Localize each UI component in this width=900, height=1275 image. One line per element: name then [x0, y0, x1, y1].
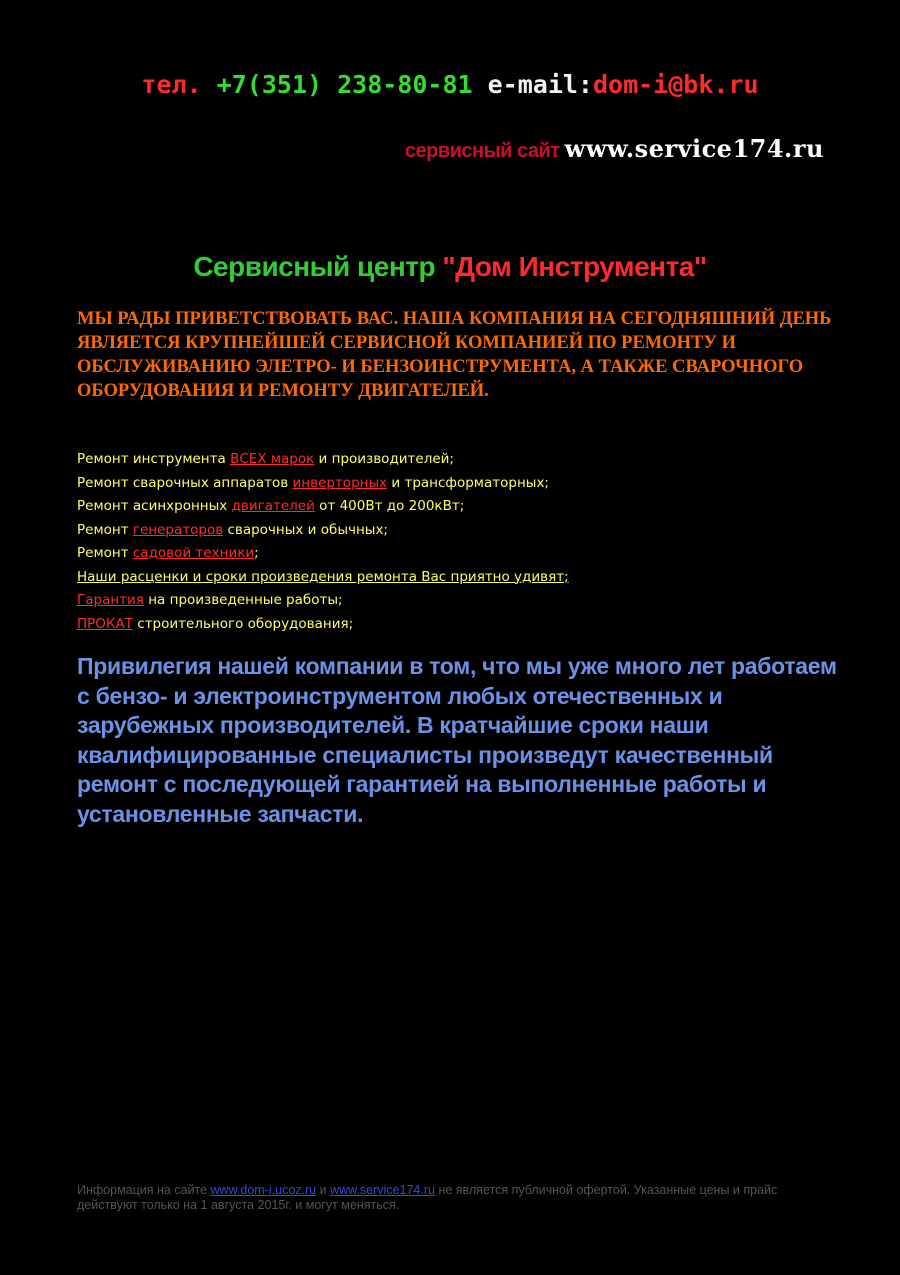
footer-disclaimer	[77, 1183, 822, 1213]
page-title	[0, 251, 900, 283]
service-site-label: сервисный сайт	[404, 140, 565, 162]
list-item-text: Ремонт	[77, 545, 133, 561]
engines-link[interactable]: двигателей	[231, 498, 315, 514]
list-item	[77, 472, 569, 496]
list-item-text: Ремонт асинхронных	[77, 498, 232, 514]
service-site-line	[405, 134, 824, 163]
footer-text: и	[316, 1183, 331, 1197]
welcome-paragraph: МЫ РАДЫ ПРИВЕТСТВОВАТЬ ВАС. НАША КОМПАНИЯ НА СЕГОДНЯШНИЙ ДЕНЬ ЯВЛЯЕТСЯ КРУПНЕЙШЕЙ СЕРВИСНОЙ КОМПАНИЕЙ ПО РЕМОНТУ И ОБСЛУЖИВАНИЮ ЭЛЕТРО- И БЕНЗОИНСТРУМЕНТА, А ТАКЖЕ СВАРОЧНОГО ОБОРУДОВАНИЯ И РЕМОНТУ ДВИГАТЕЛЕЙ.	[77, 309, 832, 401]
list-item-text: Ремонт	[77, 521, 133, 538]
phone-label: тел.	[141, 70, 217, 99]
contact-line	[0, 70, 900, 99]
footer-link-ucoz[interactable]: www.dom-i.ucoz.ru	[210, 1183, 317, 1197]
warranty-link[interactable]: Гарантия	[77, 592, 144, 608]
prices-link[interactable]: Наши расценки и сроки произведения ремонта Вас приятно удивят;	[77, 568, 569, 585]
list-item-text: строительного оборудования;	[132, 615, 354, 632]
list-item-text: от 400Вт до 200кВт;	[314, 498, 465, 514]
footer-link-service174[interactable]: www.service174.ru	[330, 1183, 435, 1197]
list-item	[77, 542, 569, 566]
rental-link[interactable]: ПРОКАТ	[77, 615, 133, 632]
list-item-text: сварочных и обычных;	[223, 521, 388, 538]
footer-text: Информация на сайте	[77, 1183, 211, 1197]
list-item	[77, 519, 569, 543]
list-item	[77, 448, 569, 472]
list-item-text: на произведенные работы;	[143, 592, 343, 608]
garden-equipment-link[interactable]: садовой техники	[132, 545, 255, 561]
list-item	[77, 495, 569, 519]
privilege-paragraph: Привилегия нашей компании в том, что мы уже много лет работаем с бензо- и электроинструментом любых отечественных и зарубежных производителей. В кратчайшие сроки наши квалифицированные специалисты произведут качественный ремонт с последующей гарантией на выполненные работы и установленные запчасти.	[77, 653, 837, 827]
list-item	[77, 566, 569, 590]
footer-text: не является публичной офертой. Указанные цены и прайс действуют только на 1 августа 2015г. и могут меняться.	[77, 1183, 778, 1212]
list-item-text: ;	[254, 545, 259, 561]
list-item-text: Ремонт сварочных аппаратов	[77, 474, 293, 491]
list-item	[77, 589, 569, 613]
list-item-text: Ремонт инструмента	[77, 451, 231, 467]
list-item-text: и производителей;	[314, 451, 454, 467]
email-label: e-mail:	[472, 70, 593, 99]
email-link[interactable]: dom-i@bk.ru	[592, 70, 759, 99]
list-item	[77, 613, 569, 637]
list-item-text: и трансформаторных;	[387, 474, 549, 491]
inverter-link[interactable]: инверторных	[292, 474, 388, 491]
page-title-prefix: Сервисный центр	[193, 251, 443, 282]
all-brands-link[interactable]: ВСЕХ марок	[230, 451, 315, 467]
service-site-link[interactable]: www.service174.ru	[564, 134, 824, 163]
services-list	[77, 448, 569, 636]
page-title-name: "Дом Инструмента"	[442, 251, 707, 282]
generators-link[interactable]: генераторов	[132, 521, 224, 538]
phone-number[interactable]: +7(351) 238-80-81	[216, 70, 473, 99]
